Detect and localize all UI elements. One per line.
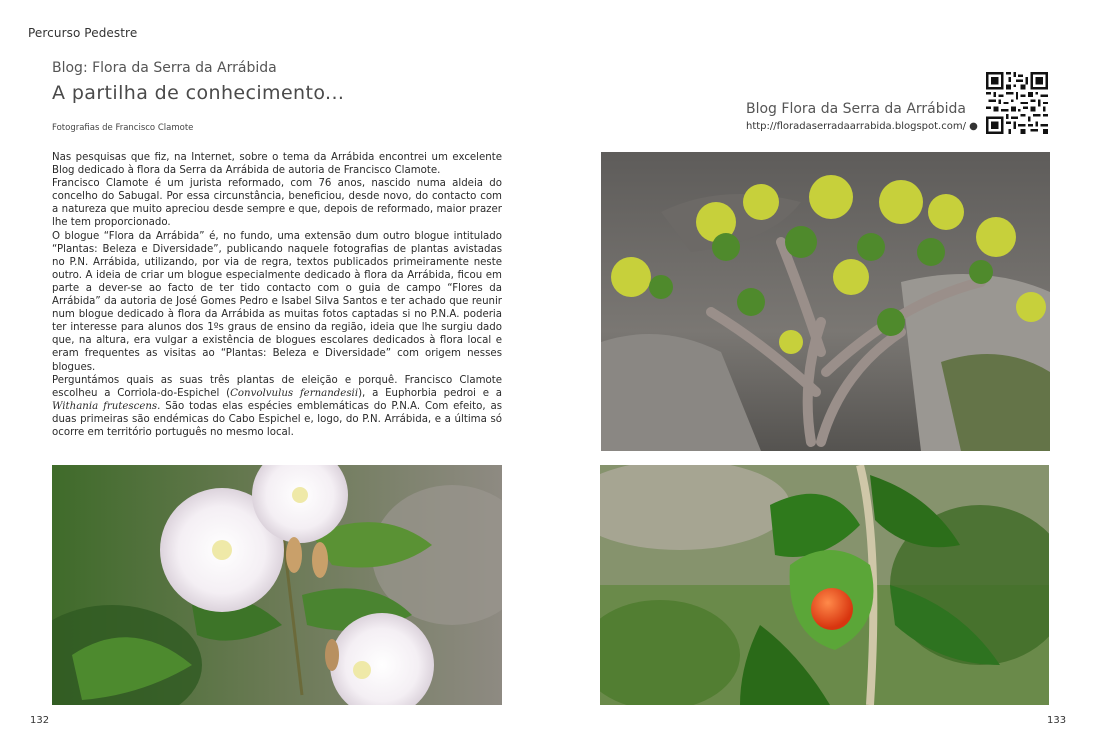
article-body — [52, 151, 502, 439]
page-title: A partilha de conhecimento... — [52, 82, 345, 104]
photo-convolvulus — [52, 465, 502, 705]
photo-withania — [600, 465, 1049, 705]
photo-euphorbia — [601, 152, 1050, 451]
page-number-right: 133 — [1047, 715, 1067, 726]
paragraph-4 — [52, 374, 502, 439]
blog-url-text[interactable]: http://floradaserradaarrabida.blogspot.com/ — [746, 121, 966, 132]
p4-text-c: ), a Euphorbia pedroi e a — [358, 387, 502, 399]
photo-credit: Fotografias de Francisco Clamote — [52, 123, 194, 133]
p4-text-e: . São todas elas espécies emblemáticas do P.N.A. Com efeito, as duas primeiras são endémicas do Cabo Espichel e, logo, do P.N. Arrábida, e a última só ocorre em território português no mesmo local. — [52, 400, 502, 438]
paragraph-2: Francisco Clamote é um jurista reformado, com 76 anos, nascido numa aldeia do concelho do Sabugal. Por essa circunstância, beneficiou, desde novo, do contacto com a natureza que muito apreciou desde sempre e que, depois de reformado, maior prazer lhe tem proporcionado. — [52, 178, 502, 229]
p4-text-a: Perguntámos quais as suas três plantas de eleição e porquê. Francisco Clamote escolheu a Corriola-do-Espichel ( — [52, 374, 502, 399]
paragraph-3: O blogue “Flora da Arrábida” é, no fundo, uma extensão dum outro blogue intitulado “Plantas: Beleza e Diversidade”, publicando naquele fotografias de plantas avistadas no P.N. Arrábida, utilizando, por via de regra, textos publicados primeiramente neste outro. A ideia de criar um blogue especialmente dedicado à flora da Arrábida, ficou em parte a dever-se ao facto de ter tido contacto com o guia de campo “Flores da Arrábida” da autoria de José Gomes Pedro e Isabel Silva Santos e ter achado que reunir num blogue dedicado à flora da Arrábida as muitas fotos captadas si no P.N.A. poderia ter interesse para alunos dos 1ºs graus de ensino da região, ideia que lhe surgiu dado que, na altura, era vulgar a existência de blogues escolares dedicados à flora local e eram frequentes as visitas ao “Plantas: Beleza e Diversidade” com origem nesses blogues. — [52, 230, 502, 373]
blog-kicker: Blog: Flora da Serra da Arrábida — [52, 60, 277, 76]
page-number-left: 132 — [30, 715, 50, 726]
bullet-icon: ● — [969, 121, 978, 132]
paragraph-1: Nas pesquisas que fiz, na Internet, sobre o tema da Arrábida encontrei um excelente Blog dedicado à flora da Serra da Arrábida de autoria de Francisco Clamote. — [52, 152, 502, 177]
blog-title: Blog Flora da Serra da Arrábida — [746, 101, 966, 117]
species-convolvulus: Convolvulus fernandesii — [230, 387, 359, 399]
blog-url[interactable] — [746, 121, 978, 132]
section-label: Percurso Pedestre — [28, 26, 138, 40]
species-withania: Withania frutescens — [52, 400, 158, 412]
qr-code-icon[interactable] — [986, 72, 1048, 134]
